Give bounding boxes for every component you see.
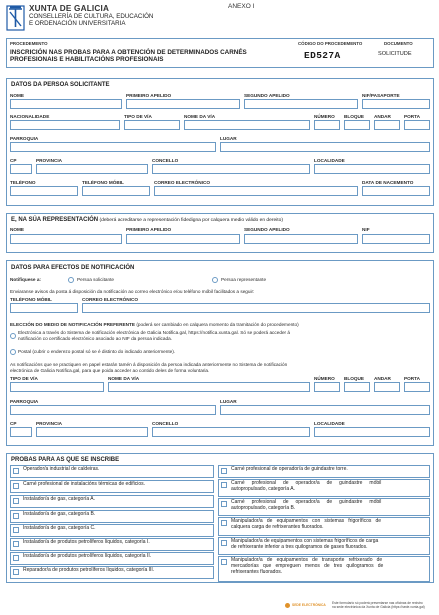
applicant-section-title: DATOS DA PERSOA SOLICITANTE — [11, 82, 110, 88]
notif-label-andar: ANDAR — [374, 376, 391, 381]
label-bloque: BLOQUE — [344, 114, 365, 119]
notif-label-lugar: LUGAR — [220, 399, 237, 404]
right-test-label-line: Carné profesional de operador/a de guindastre torre. — [231, 466, 348, 472]
left-test-label — [23, 482, 210, 488]
rep-nif-field[interactable] — [362, 234, 430, 244]
notif-council-field[interactable] — [152, 427, 310, 437]
applicant-council-field[interactable] — [152, 164, 310, 174]
notif-label-parroquia: PARROQUIA — [10, 399, 39, 404]
right-test-checkbox[interactable] — [221, 468, 227, 474]
procedure-name — [10, 49, 280, 64]
right-test-label — [231, 558, 426, 575]
notify-applicant-label: Persoa solicitante — [77, 277, 114, 282]
postal-notification-text: Postal (cubrir o enderezo postal só se é distinto do indicado anteriormente). — [18, 349, 176, 354]
rep-nome-field[interactable] — [10, 234, 122, 244]
document-type: SOLICITUDE — [378, 51, 412, 57]
left-test-label — [23, 554, 210, 560]
left-test-label — [23, 540, 210, 546]
right-test-checkbox[interactable] — [221, 482, 227, 488]
right-test-label — [231, 481, 426, 493]
notif-label-concello: CONCELLO — [152, 421, 179, 426]
electronic-line2: notificación co certificado electrónico asociado ao NIF da persoa indicada. — [18, 335, 172, 341]
paper-notice-text — [10, 362, 430, 374]
xunta-logo — [6, 5, 25, 31]
left-test-label-line: Carné profesional de instalacións térmicas de edificios. — [23, 481, 146, 487]
sede-icon — [285, 603, 290, 608]
electronic-notification-text — [18, 330, 430, 342]
notif-label-numero: NÚMERO — [314, 376, 335, 381]
applicant-mobile-field[interactable] — [82, 186, 150, 196]
notif-street-type-field[interactable] — [10, 382, 104, 392]
label-lugar: LUGAR — [220, 136, 237, 141]
label-nif: NIF/PASAPORTE — [362, 93, 400, 98]
notif-street-name-field[interactable] — [108, 382, 310, 392]
procedure-name-line1: INSCRICIÓN NAS PROBAS PARA A OBTENCIÓN DE DETERMINADOS CARNÉS — [10, 49, 247, 56]
notif-label-provincia: PROVINCIA — [36, 421, 63, 426]
notify-applicant-radio[interactable] — [68, 277, 74, 283]
notif-place-field[interactable] — [220, 405, 430, 415]
sede-label: SEDE ELECTRÓNICA — [292, 603, 326, 607]
rep-label-nome: NOME — [10, 227, 25, 232]
right-test-checkbox[interactable] — [221, 501, 227, 507]
footer-line2: na sede electrónica da Xunta de Galicia (https://sede.xunta.gal) — [332, 604, 425, 609]
notice-text: Enviaranse avisos da posta á disposición da notificación ao correo electrónico e/ou teléfono móbil facilitados a seguir: — [10, 289, 255, 294]
right-test-label-line: Manipulador/a de equipamentos con sistemas frigoríficos de carga — [231, 538, 379, 544]
notif-label-bloque: BLOQUE — [344, 376, 365, 381]
notif-label-cp: CP — [10, 421, 17, 426]
left-test-label — [23, 467, 210, 473]
rep-first-surname-field[interactable] — [126, 234, 240, 244]
label-provincia: PROVINCIA — [36, 158, 63, 163]
paper-line2: electrónica de Galicia Notifica.gal, para que poida acceder ao contido deles de forma voluntaria. — [10, 367, 210, 373]
label-nacionalidade: NACIONALIDADE — [10, 114, 50, 119]
left-test-checkbox[interactable] — [13, 527, 19, 533]
label-numero: NÚMERO — [314, 114, 335, 119]
right-test-checkbox[interactable] — [221, 520, 227, 526]
footer-line1: Este formulario só poderá presentarse nas oficinas de rexistro — [332, 601, 423, 605]
right-test-checkbox[interactable] — [221, 559, 227, 565]
label-telefono-mobil: TELÉFONO MÓBIL — [82, 180, 124, 185]
applicant-floor-field[interactable] — [374, 120, 400, 130]
label-tipo-via: TIPO DE VÍA — [124, 114, 152, 119]
applicant-phone-field[interactable] — [10, 186, 78, 196]
left-test-label — [23, 526, 210, 532]
organisation-name — [29, 5, 153, 28]
notif-block-field[interactable] — [344, 382, 370, 392]
footer-note — [332, 602, 425, 610]
right-test-label-line: autopropulsado, categoría A. — [231, 485, 295, 492]
notif-postcode-field[interactable] — [10, 427, 32, 437]
right-test-label-line: Carné profesional de operador/a de guindastre móbil — [231, 480, 382, 486]
right-test-label-line: autopropulsado, categoría B. — [231, 504, 296, 511]
left-test-checkbox[interactable] — [13, 569, 19, 575]
rep-label-segundo-apelido: SEGUNDO APELIDO — [244, 227, 290, 232]
left-test-checkbox[interactable] — [13, 541, 19, 547]
applicant-second-surname-field[interactable] — [244, 99, 358, 109]
applicant-parish-field[interactable] — [10, 142, 216, 152]
label-data-nacemento: DATA DE NACEMENTO — [362, 180, 414, 185]
left-test-label-line: Instalador/a de produtos petrolíferos líquidos, categoría II. — [23, 553, 152, 559]
applicant-block-field[interactable] — [344, 120, 370, 130]
tests-section-title: PROBAS PARA AS QUE SE INSCRIBE — [11, 457, 120, 463]
procedure-code-label: CÓDIGO DO PROCEDEMENTO — [298, 41, 363, 46]
procedure-code: ED527A — [304, 50, 341, 61]
left-test-checkbox[interactable] — [13, 498, 19, 504]
label-nome: NOME — [10, 93, 25, 98]
notif-floor-field[interactable] — [374, 382, 400, 392]
procedure-label: PROCEDEMENTO — [10, 41, 48, 46]
right-test-label — [231, 500, 426, 512]
left-test-label-line: Instalador/a de produtos petrolíferos líquidos, categoría I. — [23, 539, 150, 545]
right-test-label — [231, 519, 426, 531]
notif-label-nome-via: NOME DA VÍA — [108, 376, 140, 381]
notif-label-email: CORREO ELECTRÓNICO — [82, 297, 138, 302]
left-test-checkbox[interactable] — [13, 483, 19, 489]
applicant-number-field[interactable] — [314, 120, 340, 130]
notif-label-porta: PORTA — [404, 376, 421, 381]
left-test-label-line: Reparador/a de produtos petrolíferos líquidos, categoría III. — [23, 567, 155, 573]
label-localidade: LOCALIDADE — [314, 158, 345, 163]
org-department-2: E ORDENACIÓN UNIVERSITARIA — [29, 20, 126, 28]
procedure-name-line2: PROFESIONAIS E HABILITACIÓNS PROFESIONAIS — [10, 56, 164, 64]
notif-province-field[interactable] — [36, 427, 148, 437]
right-test-label-line: Manipulador/a de equipamentos de transporte refrixerado de — [231, 557, 383, 563]
label-andar: ANDAR — [374, 114, 391, 119]
notify-representative-label: Persoa representante — [221, 277, 267, 282]
rep-label-primeiro-apelido: PRIMEIRO APELIDO — [126, 227, 172, 232]
notif-door-field[interactable] — [404, 382, 430, 392]
label-segundo-apelido: SEGUNDO APELIDO — [244, 93, 290, 98]
org-department: CONSELLERÍA DE CULTURA, EDUCACIÓN — [29, 12, 154, 20]
label-concello: CONCELLO — [152, 158, 179, 163]
notif-email-field[interactable] — [82, 303, 430, 313]
right-test-label — [231, 467, 426, 473]
applicant-door-field[interactable] — [404, 120, 430, 130]
medium-heading-note: (poderá ser cambiado en calquera momento da tramitación do procedemento) — [135, 322, 299, 327]
notif-number-field[interactable] — [314, 382, 340, 392]
applicant-locality-field[interactable] — [314, 164, 430, 174]
rep-second-surname-field[interactable] — [244, 234, 358, 244]
left-test-label — [23, 512, 210, 518]
right-test-checkbox[interactable] — [221, 540, 227, 546]
left-test-label-line: Instalador/a de gas, categoría B. — [23, 511, 96, 517]
label-primeiro-apelido: PRIMEIRO APELIDO — [126, 93, 172, 98]
label-correo: CORREO ELECTRÓNICO — [154, 180, 210, 185]
postal-notification-radio[interactable] — [10, 349, 16, 355]
representation-section-title — [11, 217, 283, 223]
notif-label-localidade: LOCALIDADE — [314, 421, 345, 426]
label-cp: CP — [10, 158, 17, 163]
left-test-checkbox[interactable] — [13, 555, 19, 561]
electronic-line1: Electrónica a través do Sistema de notificación electrónica de Galicia Notifica.gal, https://notifica.xunta.gal. Só se poderá acceder á — [18, 330, 291, 335]
annex-label: ANEXO I — [228, 3, 255, 10]
left-test-checkbox[interactable] — [13, 468, 19, 474]
left-test-label-line: Instalador/a de gas, categoría C. — [23, 525, 96, 531]
applicant-province-field[interactable] — [36, 164, 148, 174]
notif-parish-field[interactable] — [10, 405, 216, 415]
notify-to-label: Notifíquese a: — [10, 277, 41, 282]
applicant-postcode-field[interactable] — [10, 164, 32, 174]
right-test-label-line: refrixerantes fluorados. — [231, 568, 283, 575]
notification-section-title: DATOS PARA EFECTOS DE NOTIFICACIÓN — [11, 265, 135, 271]
left-test-label-line: Instalador/a de gas, categoría A. — [23, 496, 95, 502]
notif-locality-field[interactable] — [314, 427, 430, 437]
right-test-label-line: Carné profesional de operador/a de guindastre móbil — [231, 499, 382, 505]
left-test-label-line: Operador/a industrial de caldeiras. — [23, 466, 100, 472]
applicant-street-type-field[interactable] — [124, 120, 180, 130]
representation-section — [6, 213, 434, 253]
applicant-nationality-field[interactable] — [10, 120, 120, 130]
left-test-label — [23, 568, 210, 574]
medium-heading-bold: ELECCIÓN DO MEDIO DE NOTIFICACIÓN PREFERENTE — [10, 322, 136, 327]
electronic-notification-radio[interactable] — [10, 333, 16, 339]
label-porta: PORTA — [404, 114, 421, 119]
label-nome-via: NOME DA VÍA — [184, 114, 216, 119]
applicant-email-field[interactable] — [154, 186, 358, 196]
right-test-label-line: de refrixerante inferior a tres quilogramos de gases fluorados. — [231, 543, 368, 550]
representation-title-bold: E, NA SÚA REPRESENTACIÓN — [11, 217, 99, 223]
right-test-label-line: mercadorías que empreguen menos de tres quilogramos de — [231, 562, 384, 569]
notif-label-tipo-via: TIPO DE VÍA — [10, 376, 38, 381]
left-test-checkbox[interactable] — [13, 513, 19, 519]
applicant-street-name-field[interactable] — [184, 120, 310, 130]
applicant-nome-field[interactable] — [10, 99, 122, 109]
right-test-label-line: Manipulador/a de equipamentos con sistemas frigoríficos de — [231, 518, 382, 524]
applicant-first-surname-field[interactable] — [126, 99, 240, 109]
document-label: DOCUMENTO — [384, 41, 413, 46]
right-test-label — [231, 539, 426, 551]
applicant-place-field[interactable] — [220, 142, 430, 152]
representation-title-note: (deberá acreditarse a representación fidedigna por calquera medio válido en dereito) — [98, 218, 283, 223]
right-test-label-line: calquera carga de refrixerantes fluorados. — [231, 523, 324, 530]
left-test-label — [23, 497, 210, 503]
notify-representative-radio[interactable] — [212, 277, 218, 283]
applicant-birthdate-field[interactable] — [362, 186, 430, 196]
applicant-nif-field[interactable] — [362, 99, 430, 109]
medium-heading — [10, 322, 299, 328]
label-telefono: TELÉFONO — [10, 180, 36, 185]
rep-label-nif: NIF — [362, 227, 370, 232]
paper-line1: As notificacións que se practiquen en papel estarán tamén á disposición da persoa indicada anteriormente no Sistema de notificación — [10, 362, 288, 367]
org-title: XUNTA DE GALICIA — [29, 4, 110, 13]
notif-mobile-field[interactable] — [10, 303, 78, 313]
notif-label-mobile: TELÉFONO MÓBIL — [10, 297, 52, 302]
label-parroquia: PARROQUIA — [10, 136, 39, 141]
